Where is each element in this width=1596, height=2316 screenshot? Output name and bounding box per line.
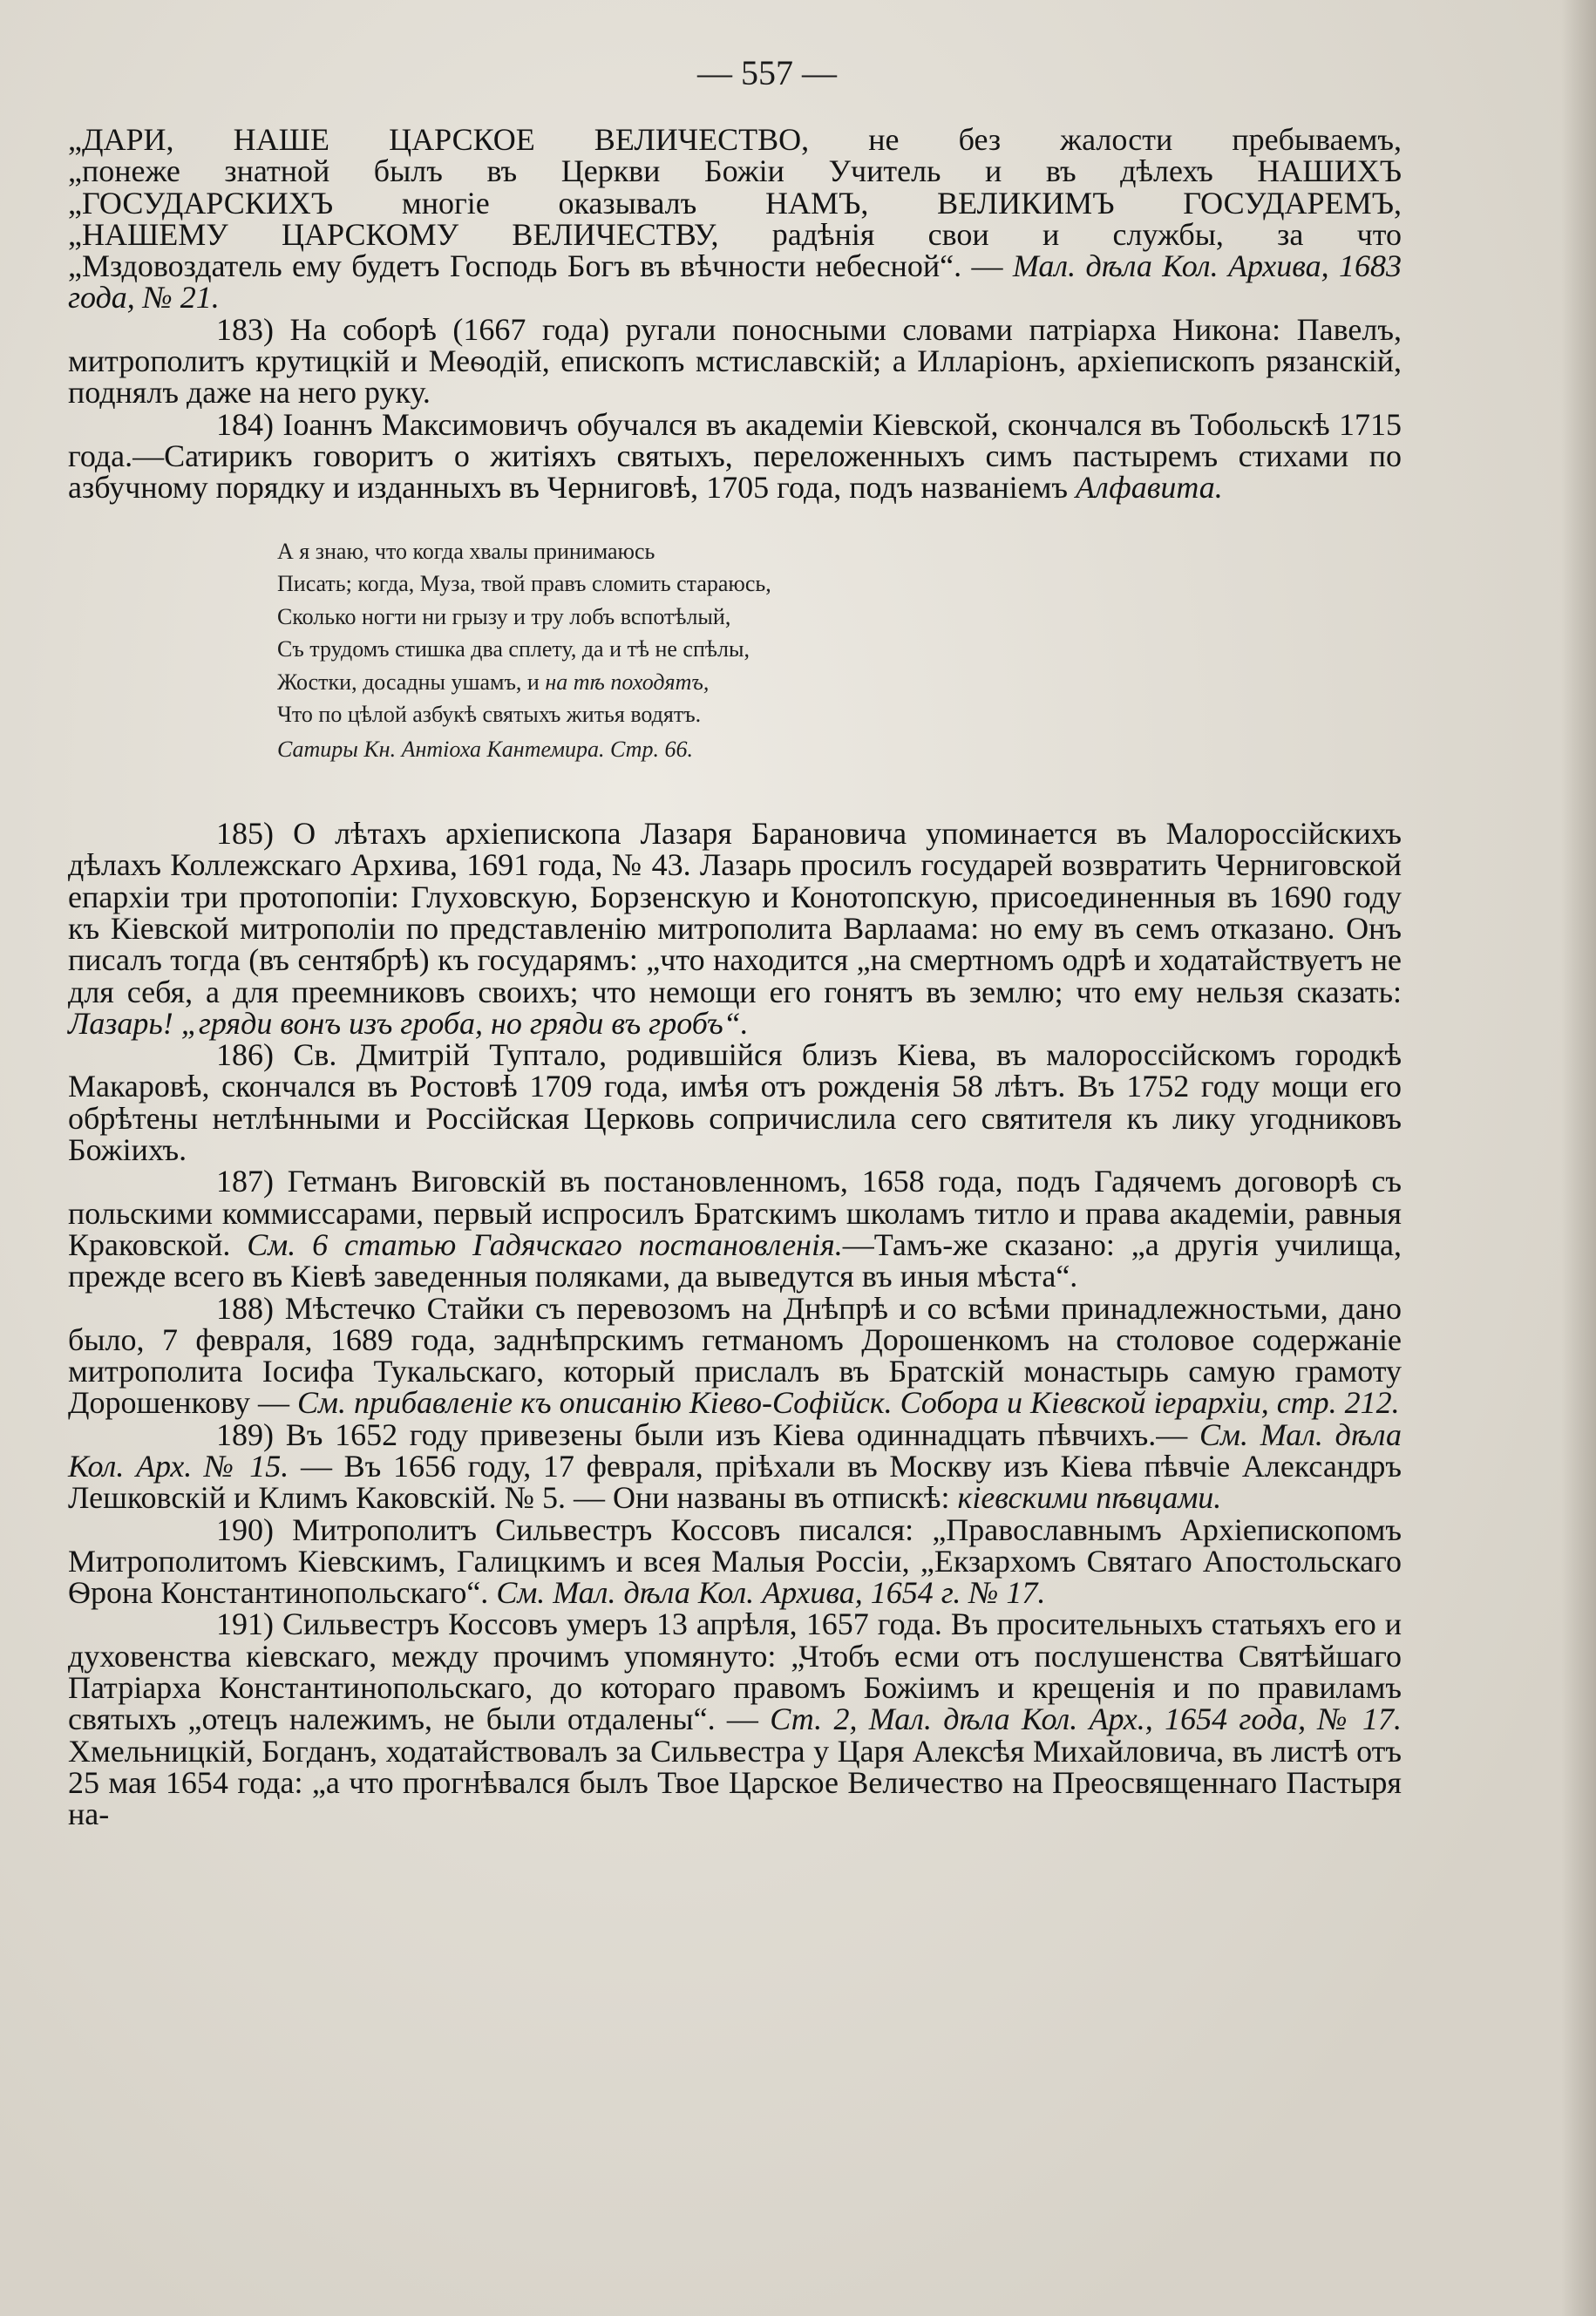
verse-line: А я знаю, что когда хвалы принимаюсь	[277, 538, 655, 564]
verse-line: Писать; когда, Муза, твой правъ сломить стараюсь,	[277, 571, 771, 597]
verse-line-start: Жостки, досадны ушамъ, и	[277, 669, 540, 695]
verse-line-italic: на тѣ походятъ,	[545, 669, 710, 695]
note-187-rest: —Тамъ-же сказано: „а другія училища, прежде всего въ Кіевѣ заведенныя поляками, да выведутся въ иныя мѣста“.	[68, 1226, 1402, 1294]
intro-line	[68, 250, 1402, 314]
note-189-rest: — Въ 1656 году, 17 февраля, пріѣхали въ Москву изъ Кіева пѣвчіе Александръ Лешковскій и Климъ Каковскій. № 5. — Они названы въ отпискѣ:	[68, 1449, 1402, 1516]
note-186: 186) Св. Дмитрій Туптало, родившійся близъ Кіева, въ малороссійскомъ городкѣ Макаровѣ, скончался въ Ростовѣ 1709 года, имѣя отъ рожденія 58 лѣтъ. Въ 1752 году мощи его обрѣтены нетлѣнными и Россійская Церковь сопричислила сего святителя къ лику угодниковъ Божіихъ.	[68, 1037, 1402, 1168]
verse-quotation	[277, 535, 1044, 766]
note-191	[68, 1608, 1402, 1830]
note-185	[68, 818, 1402, 1039]
note-191-rest: Хмельницкій, Богданъ, ходатайствовалъ за Сильвестра у Царя Алексѣя Михайловича, въ листѣ отъ 25 мая 1654 года: „а что прогнѣвался былъ Твое Царское Величество на Преосвященнаго Пастыря на-	[68, 1733, 1402, 1832]
intro-citation: Мал. дѣла Кол. Архива, 1683 года, № 21.	[68, 248, 1402, 316]
verse-line: Съ трудомъ стишка два сплету, да и тѣ не спѣлы,	[277, 636, 750, 662]
spacer	[68, 788, 1402, 818]
note-191-citation: Ст. 2, Мал. дѣла Кол. Арх., 1654 года, № 17.	[770, 1701, 1402, 1737]
note-187	[68, 1165, 1402, 1292]
intro-line-text: „Мздовоздатель ему будетъ Господь Богъ въ вѣчности небесной“. —	[68, 248, 1003, 284]
note-189-text: 189) Въ 1652 году привезены были изъ Кіева одиннадцать пѣвчихъ.—	[216, 1416, 1188, 1452]
note-187-citation: См. 6 статью Гадячскаго постановленія.	[247, 1226, 843, 1262]
intro-quote	[68, 124, 1402, 314]
intro-line: „НАШЕМУ ЦАРСКОМУ ВЕЛИЧЕСТВУ, радѣнія свои и службы, за что	[68, 216, 1402, 252]
intro-line: „понеже знатной былъ въ Церкви Божіи Учитель и въ дѣлехъ НАШИХЪ	[68, 153, 1402, 189]
note-191-text: 191) Сильвестръ Коссовъ умеръ 13 апрѣля, 1657 года. Въ просительныхъ статьяхъ его и духовенства кіевскаго, между прочимъ упомянуто: „Чтобъ есми отъ послушенства Святѣйшаго Патріарха Константинопольскаго, до котораго правомъ Божіимъ и крещенія и по правиламъ святыхъ „отецъ належимъ, не были отдалены“. —	[68, 1606, 1402, 1737]
note-189	[68, 1416, 1402, 1516]
verse-line	[277, 666, 1044, 699]
page-body	[68, 124, 1402, 1830]
note-188	[68, 1290, 1402, 1421]
note-184	[68, 406, 1402, 506]
intro-line: „ГОСУДАРСКИХЪ многіе оказывалъ НАМЪ, ВЕЛИКИМЪ ГОСУДАРЕМЪ,	[68, 185, 1402, 221]
note-189-citation: См. Мал. дѣла Кол. Арх. № 15.	[68, 1416, 1402, 1484]
verse-source: Сатиры Кн. Антіоха Кантемира. Стр. 66.	[277, 736, 693, 762]
note-187-text: 187) Гетманъ Виговскій въ постановленномъ, 1658 года, подъ Гадячемъ договорѣ съ польскими коммиссарами, первый испросилъ Братскимъ школамъ титло и права академіи, равныя Краковской.	[68, 1164, 1402, 1262]
note-185-text: 185) О лѣтахъ архіепископа Лазаря Барановича упоминается въ Малороссійскихъ дѣлахъ Коллежскаго Архива, 1691 года, № 43. Лазарь просилъ государей возвратить Черниговской епархіи три протопопіи: Глуховскую, Борзенскую и Конотопскую, присоединенныя въ 1690 году къ Кіевской митрополіи по представленію митрополита Варлаама: но ему въ семъ отказано. Онъ писалъ тогда (въ сентябрѣ) къ государямъ: „что находится „на смертномъ одрѣ и ходатайствуетъ не для себя, а для преемниковъ своихъ; что немощи его гонятъ въ землю; что ему нельзя сказать:	[68, 816, 1402, 1009]
verse-line: Сколько ногти ни грызу и тру лобъ вспотѣлый,	[277, 603, 731, 629]
intro-line: „ДАРИ, НАШЕ ЦАРСКОЕ ВЕЛИЧЕСТВО, не без жалости пребываемъ,	[68, 122, 1402, 157]
verse-line: Что по цѣлой азбукѣ святыхъ житья водятъ.	[277, 702, 702, 728]
note-184-text: 184) Іоаннъ Максимовичъ обучался въ академіи Кіевской, скончался въ Тобольскѣ 1715 года.—Сатирикъ говоритъ о житіяхъ святыхъ, переложенныхъ симъ пастыремъ стихами по азбучному порядку и изданныхъ въ Черниговѣ, 1705 года, подъ названіемъ	[68, 406, 1402, 506]
page-edge-shadow	[1561, 0, 1596, 2316]
note-188-citation: См. прибавленіе къ описанію Кіево-Софійск. Собора и Кіевской іерархіи, стр. 212.	[296, 1385, 1400, 1421]
note-188-text: 188) Мѣстечко Стайки съ перевозомъ на Днѣпрѣ и со всѣми принадлежностьми, дано было, 7 февраля, 1689 года, заднѣпрскимъ гетманомъ Дорошенкомъ на столовое содержаніе митрополита Іосифа Тукальскаго, который прислалъ въ Братскій монастырь самую грамоту Дорошенкову —	[68, 1290, 1402, 1421]
note-189-term: кіевскими пѣвцами.	[957, 1480, 1222, 1516]
note-190-text: 190) Митрополитъ Сильвестръ Коссовъ писался: „Православнымъ Архіепископомъ Митрополитомъ Кіевскимъ, Галицкимъ и всея Малыя Россіи, „Екзархомъ Святаго Апостольскаго Ѳрона Константинопольскаго“.	[68, 1511, 1402, 1611]
note-183: 183) На соборѣ (1667 года) ругали поносными словами патріарха Никона: Павелъ, митрополитъ крутицкій и Меѳодій, епископъ мстиславскій; а Илларіонъ, архіепископъ рязанскій, поднялъ даже на него руку.	[68, 311, 1402, 411]
note-190	[68, 1511, 1402, 1611]
note-190-citation: См. Мал. дѣла Кол. Архива, 1654 г. № 17.	[496, 1575, 1046, 1611]
note-185-quote: Лазарь! „гряди вонъ изъ гроба, но гряди въ гробъ“.	[68, 1005, 749, 1041]
page-number: — 557 —	[697, 53, 837, 92]
note-184-title: Алфавита.	[1076, 470, 1223, 506]
